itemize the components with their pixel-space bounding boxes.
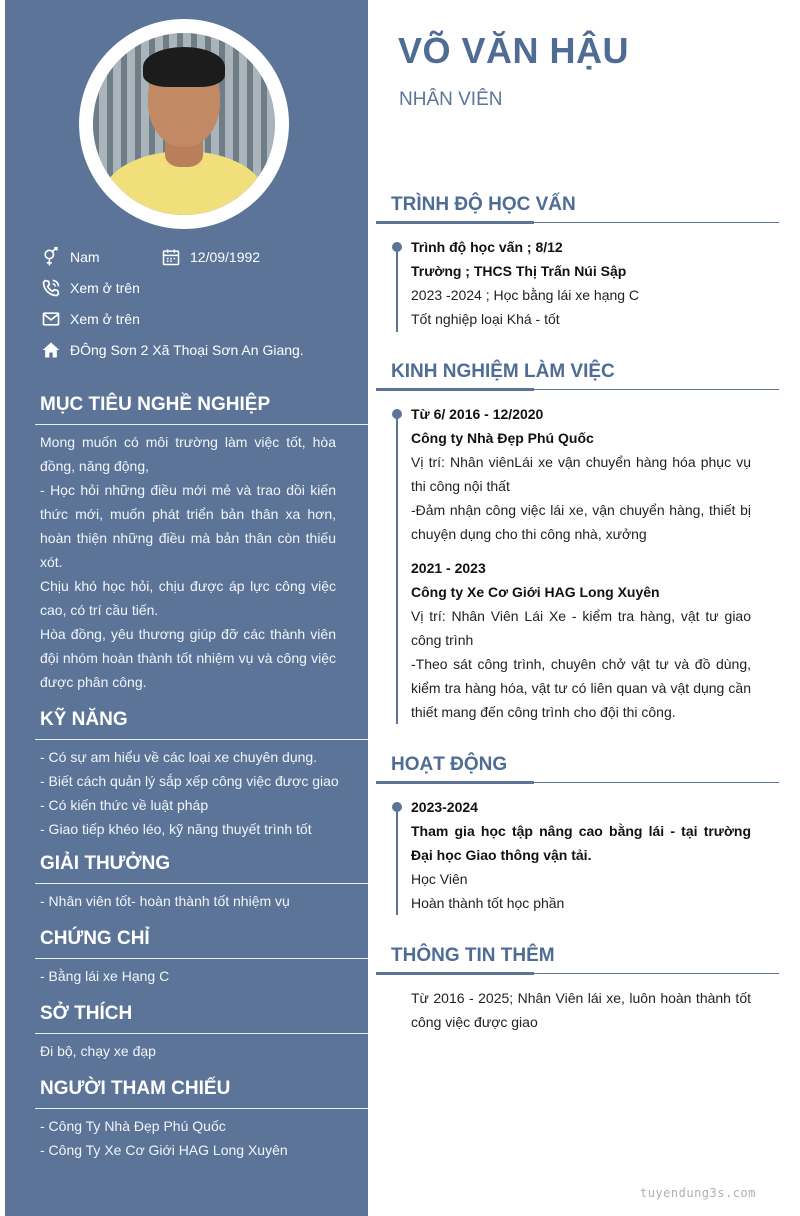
job-description: -Đảm nhận công việc lái xe, vận chuyển hàng, thiết bị chuyện dụng cho thi công nhà, xưởng	[411, 502, 751, 542]
awards-title: GIẢI THƯỞNG	[40, 853, 171, 874]
profile-photo	[93, 33, 275, 215]
references-title: NGƯỜI THAM CHIẾU	[40, 1078, 231, 1099]
activities-content	[411, 795, 751, 915]
education-period: 2023 -2024 ; Học bằng lái xe hạng C	[411, 287, 640, 303]
experience-job-2	[411, 556, 751, 724]
experience-timeline	[396, 414, 398, 724]
activity-role: Học Viên	[411, 871, 468, 887]
address-text: ĐÔng Sơn 2 Xã Thoại Sơn An Giang.	[70, 342, 304, 358]
education-content	[411, 235, 751, 331]
skills-text	[40, 745, 360, 841]
hobbies-divider	[35, 1033, 368, 1034]
objective-line: Mong muốn có môi trường làm việc tốt, hòa đồng, năng động,	[40, 434, 336, 474]
certificate-item: - Bằng lái xe Hạng C	[40, 968, 170, 984]
phone-row	[40, 277, 140, 299]
job-period: Từ 6/ 2016 - 12/2020	[411, 406, 544, 422]
objective-title: MỤC TIÊU NGHỀ NGHIỆP	[40, 394, 271, 415]
certificates-divider	[35, 958, 368, 959]
awards-text	[40, 889, 336, 913]
education-timeline	[396, 247, 398, 332]
references-divider	[35, 1108, 368, 1109]
objective-line: - Học hỏi những điều mới mẻ và trao dồi kiến thức mới, muốn phát triển bản thân xa hơn, hoàn thiện những điều mà bản thân còn thiếu xót.	[40, 482, 336, 570]
reference-item: - Công Ty Nhà Đẹp Phú Quốc	[40, 1118, 226, 1134]
gender-text: Nam	[70, 249, 100, 265]
job-company: Công ty Nhà Đẹp Phú Quốc	[411, 430, 594, 446]
watermark: tuyendung3s.com	[640, 1186, 756, 1200]
objective-divider	[35, 424, 368, 425]
home-icon	[40, 339, 62, 361]
education-result: Tốt nghiệp loại Khá - tốt	[411, 311, 560, 327]
reference-item: - Công Ty Xe Cơ Giới HAG Long Xuyên	[40, 1142, 288, 1158]
email-text: Xem ở trên	[70, 311, 140, 327]
activity-result: Hoàn thành tốt học phần	[411, 895, 565, 911]
experience-job-1	[411, 402, 751, 546]
objective-line: Chịu khó học hỏi, chịu được áp lực công việc cao, có trí cầu tiến.	[40, 578, 336, 618]
phone-text: Xem ở trên	[70, 280, 140, 296]
birthdate-text: 12/09/1992	[190, 249, 261, 265]
avatar	[79, 19, 289, 229]
activity-name: Tham gia học tập nâng cao bằng lái - tại trường Đại học Giao thông vận tải.	[411, 823, 751, 863]
hobbies-text	[40, 1039, 336, 1063]
certificates-title: CHỨNG CHỈ	[40, 928, 150, 949]
skill-item: - Có kiến thức về luật pháp	[40, 797, 209, 813]
education-title: TRÌNH ĐỘ HỌC VẤN	[391, 194, 576, 215]
skill-item: - Biết cách quản lý sắp xếp công việc được giao	[40, 773, 339, 789]
phone-icon	[40, 277, 62, 299]
references-text	[40, 1114, 336, 1162]
gender-row	[40, 246, 100, 268]
award-item: - Nhân viên tốt- hoàn thành tốt nhiệm vụ	[40, 893, 290, 909]
email-row	[40, 308, 140, 330]
skill-item: - Có sự am hiểu về các loại xe chuyên dụng.	[40, 749, 318, 765]
email-icon	[40, 308, 62, 330]
address-row	[40, 339, 304, 361]
job-title: NHÂN VIÊN	[399, 89, 503, 110]
activity-period: 2023-2024	[411, 799, 478, 815]
activities-title: HOẠT ĐỘNG	[391, 754, 508, 775]
additional-text: Từ 2016 - 2025; Nhân Viên lái xe, luôn hoàn thành tốt công việc được giao	[411, 990, 751, 1030]
skills-title: KỸ NĂNG	[40, 709, 128, 730]
hobbies-title: SỞ THÍCH	[40, 1003, 133, 1024]
skills-divider	[35, 739, 368, 740]
job-role: Vị trí: Nhân viênLái xe vận chuyển hàng hóa phục vụ thi công nội thất	[411, 454, 751, 494]
additional-title: THÔNG TIN THÊM	[391, 945, 555, 966]
activities-timeline	[396, 807, 398, 915]
education-school: Trường ; THCS Thị Trấn Núi Sập	[411, 263, 627, 279]
experience-divider	[376, 389, 779, 390]
additional-content	[411, 986, 751, 1034]
job-description: -Theo sát công trình, chuyên chở vật tư và đồ dùng, kiểm tra hàng hóa, vật tư có liên quan và vật dụng cần thiết mang đến công trình cho đội thi công.	[411, 656, 751, 720]
calendar-icon	[160, 246, 182, 268]
candidate-name: VÕ VĂN HẬU	[398, 30, 630, 71]
gender-icon	[40, 246, 62, 268]
skill-item: - Giao tiếp khéo léo, kỹ năng thuyết trình tốt	[40, 821, 312, 837]
birthdate-row	[160, 246, 260, 268]
certificates-text	[40, 964, 336, 988]
activities-divider	[376, 782, 779, 783]
job-company: Công ty Xe Cơ Giới HAG Long Xuyên	[411, 584, 660, 600]
education-divider	[376, 222, 779, 223]
education-level: Trình độ học vấn ; 8/12	[411, 239, 563, 255]
objective-text	[40, 430, 336, 694]
objective-line: Hòa đồng, yêu thương giúp đỡ các thành viên đội nhóm hoàn thành tốt nhiệm vụ và công việc được phân công.	[40, 626, 336, 690]
sidebar	[5, 0, 368, 1216]
experience-title: KINH NGHIỆM LÀM VIỆC	[391, 361, 615, 382]
job-role: Vị trí: Nhân Viên Lái Xe - kiểm tra hàng, vật tư giao công trình	[411, 608, 751, 648]
hobby-item: Đi bộ, chạy xe đạp	[40, 1043, 156, 1059]
awards-divider	[35, 883, 368, 884]
additional-divider	[376, 973, 779, 974]
job-period: 2021 - 2023	[411, 560, 486, 576]
